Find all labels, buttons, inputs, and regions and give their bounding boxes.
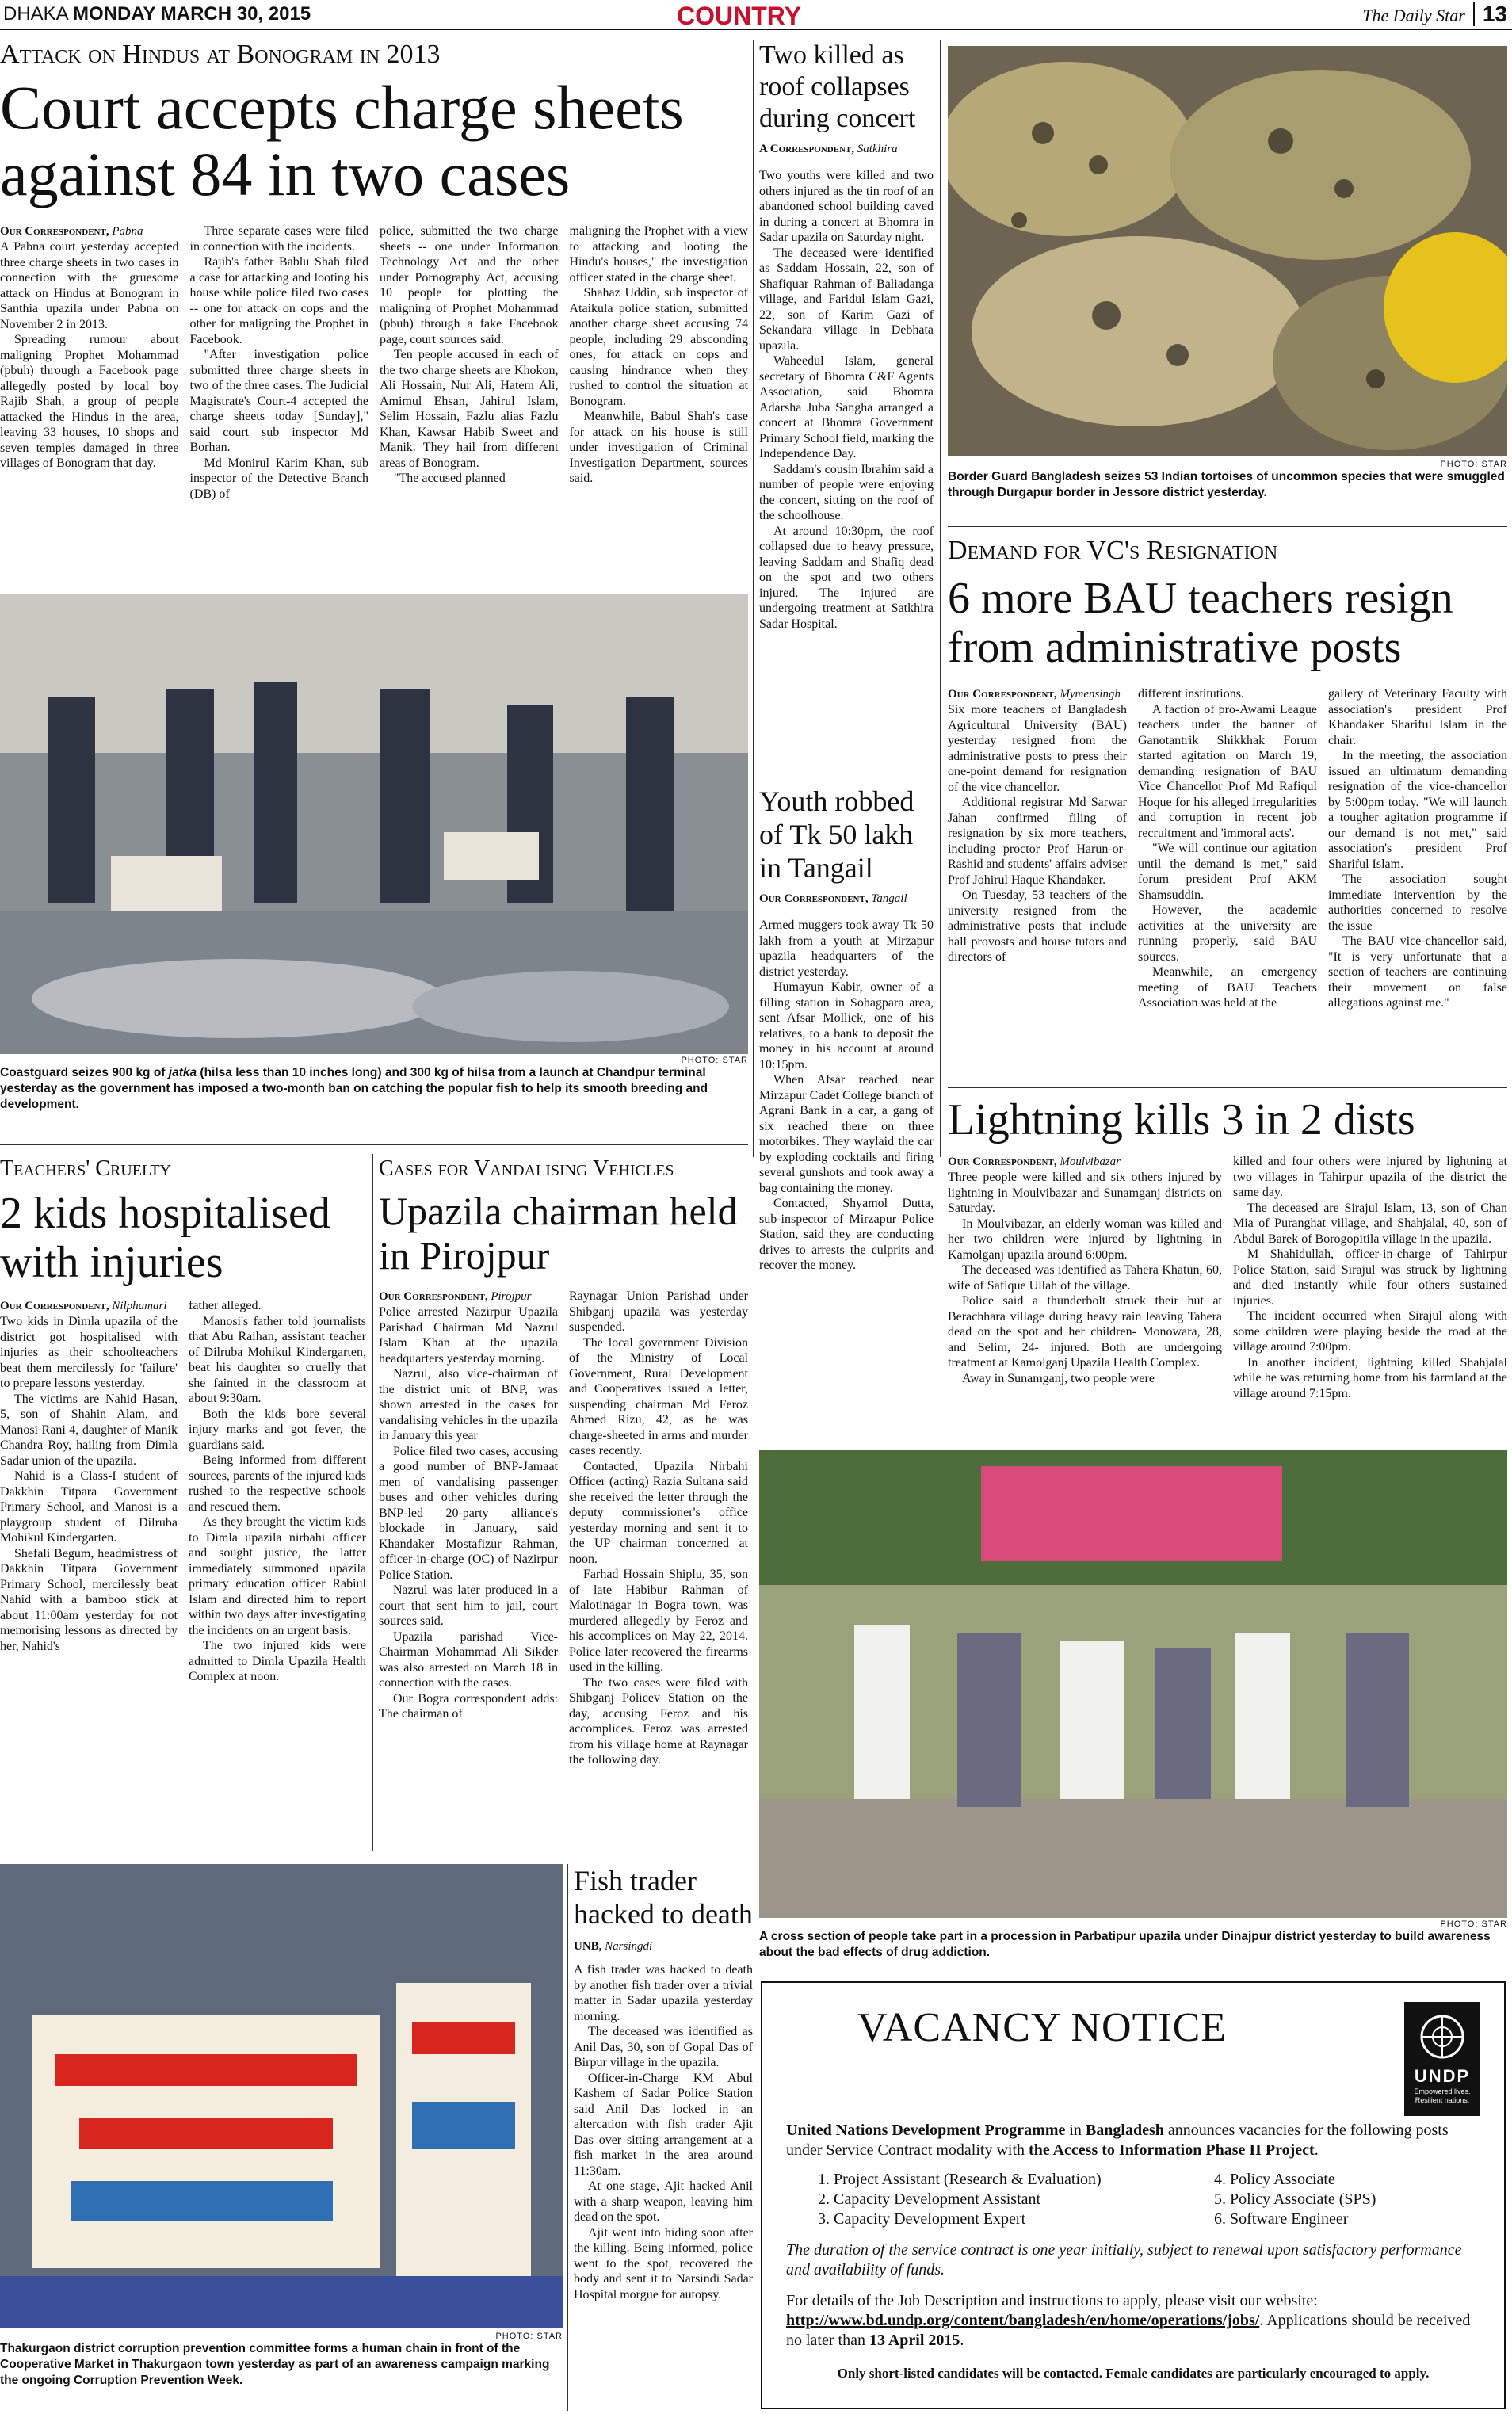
column: A fish trader was hacked to death by another fish trader over a trivial matter in Sadar upazila yesterday morning. The deceased was identified as Anil Das, 30, son of Gopal Das of Birpur village in the upazila. Officer-in-Charge KM Abul Kashem of Sadar Police Station said Anil Das locked in an altercation with fish trader Ajit Das over sitting arrangement at a fish market in the area around 11:30am. At one stage, Ajit hacked Anil with a sharp weapon, leaving him dead on the spot. Ajit went into hiding soon after the killing. Being informed, police went to the spot, recovered the body and sent it to Narsindi Sadar Hospital morgue for autopsy.	[574, 1963, 753, 2301]
column: Armed muggers took away Tk 50 lakh from a youth at Mirzapur upazila headquarters of the district yesterday. Humayun Kabir, owner of a filling station in Sohagpara area, sent Afsar Mollick, one of his relatives, to a bank to deposit the money in his account at around 10:15pm. When Afsar reached near Mirzapur Cadet College branch of Agrani Bank in a car, a gang of six reached there on three motorbikes. They waylaid the car by exploding cocktails and firing several gunshots and took away a bag containing the money. Contacted, Shyamol Dutta, sub-inspector of Mirzapur Police Station, said they are conducting drives to arrests the culprits and recover the money.	[759, 919, 934, 1272]
photo-credit: PHOTO: STAR	[495, 2332, 563, 2341]
photo-caption: A cross section of people take part in a procession in Parbatipur upazila under Dinajpur district yesterday to build awareness about the bad effects of drug addiction.	[759, 1930, 1491, 1959]
procession-photo	[759, 1450, 1507, 1918]
story-roof-collapse	[759, 40, 934, 777]
story-kids-hospitalised	[0, 1154, 366, 1851]
column: Raynagar Union Parishad under Shibganj upazila was yesterday suspended. The local government Division of the Ministry of Local Government, Rural Development and Cooperatives issued a letter, suspending chairman Md Feroz Ahmed Rizu, 42, as he was charge-sheeted in arms and murder cases recently. Contacted, Upazila Nirbahi Officer (acting) Razia Sultana said she received the letter through the deputy commissioner's office yesterday morning and sent it to the UP chairman concerned at noon. Farhad Hossain Shiplu, 35, son of late Habibur Rahman of Malotinagar in Bogra town, was murdered allegedly by Feroz and his accomplices on May 22, 2014. Police later recovered the firearms used in the killing. The two cases were filed with Shibganj Policev Station on the day, accusing Feroz and his accomplices. Feroz was arrested from his village home at Raynagar the following day.	[569, 1289, 748, 1767]
story-fish-trader	[574, 1864, 753, 2411]
photo-caption: Border Guard Bangladesh seizes 53 Indian tortoises of uncommon species that were smuggled through Durgapur border in Jessore district yesterday.	[948, 470, 1505, 499]
page-number: 13	[1473, 2, 1507, 26]
column: gallery of Veterinary Faculty with association's president Prof Khandaker Shariful Islam in the chair. In the meeting, the association issued an ultimatum demanding resignation of the vice-chancellor by 5:00pm today. "We will launch a tougher agitation programme if our demand is not met," said association's president Prof Shariful Islam. The association sought immediate intervention by the authorities concerned to resolve the issue The BAU vice-chancellor said, "It is very unfortunate that a section of teachers are continuing their movement on false allegations against me."	[1328, 687, 1507, 1010]
photo-caption: Coastguard seizes 900 kg of jatka (hilsa less than 10 inches long) and 300 kg of hilsa from a launch at Chandpur terminal yesterday as the government has imposed a two-month ban on catching the popular fish to help its smooth breeding and development.	[0, 1066, 708, 1111]
human-chain-caption-block	[0, 2332, 563, 2411]
masthead: The Daily Star 13	[1362, 2, 1507, 26]
vacancy-footer: Only short-listed candidates will be contacted. Female candidates are particularly encouraged to apply.	[837, 2366, 1430, 2381]
vacancy-title: VACANCY NOTICE	[857, 2005, 1228, 2050]
column: police, submitted the two charge sheets -- one under Information Technology Act and the other under Pornography Act, accusing 10 people for plotting the maligning of Prophet Mohammad (pbuh) through a fake Facebook page, court sources said. Ten people accused in each of the two charge sheets are Khokon, Ali Hossain, Nur Ali, Hatem Ali, Amimul Ehsan, Jahirul Islam, Selim Hossain, Fazlu alias Fazlu Khan, Kawsar Habib Sweet and Manik. They hail from different areas of Bonogram. "The accused planned	[380, 224, 559, 485]
photo-credit: PHOTO: STAR	[1440, 460, 1507, 469]
photo-caption: Thakurgaon district corruption prevention committee forms a human chain in front of the Cooperative Market in Thakurgaon town yesterday as part of an awareness campaign marking the ongoing Corruption Prevention Week.	[0, 2342, 550, 2387]
byline: Our Correspondent, Pabna	[0, 225, 143, 238]
page-header	[0, 0, 1512, 27]
headline: Youth robbed of Tk 50 lakh in Tangail	[759, 785, 914, 884]
headline: Two killed as roof collapses during concert	[759, 40, 916, 133]
vacancy-notice-ad	[761, 1981, 1506, 2409]
tortoise-caption-block	[948, 460, 1507, 521]
byline: Our Correspondent, Tangail	[759, 892, 907, 905]
column: Three separate cases were filed in connection with the incidents. Rajib's father Bablu Shah filed a case for attacking and looting his house while police filed two cases -- one for attack on cops and the other for maligning the Prophet in Facebook. "After investigation police submitted three charge sheets in two of the three cases. The Judicial Magistrate's Court-4 accepted the charge sheets today [Sunday]," said court sub inspector Md Borhan. Md Monirul Karim Khan, sub inspector of the Detective Branch (DB) of	[189, 224, 368, 501]
story-court-charge-sheets	[0, 40, 748, 586]
vacancy-posts: 1. Project Assistant (Research & Evaluation) 2. Capacity Development Assistant 3. Capacity Development Expert 4. Policy Associate 5. Policy Associate (SPS) 6. Software Engineer	[818, 2171, 1376, 2228]
column: Our Correspondent, Pirojpur Police arrested Nazirpur Upazila Parishad Chairman Md Nazrul Islam Khan at the upazila headquarters yesterday morning. Nazrul, also vice-chairman of the district unit of BNP, was shown arrested in the cases for vandalising vehicles in the upazila in January this year Police filed two cases, accusing a good number of BNP-Jamaat men of vandalising passenger buses and other vehicles during BNP-led 20-party alliance's blockade in January, said Khandaker Mostafizur Rahman, officer-in-charge (OC) of Nazirpur Police Station. Nazrul was later produced in a court that sent him to jail, court sources said. Upazila parishad Vice-Chairman Mohammad Ali Sikder was also arrested on March 18 in connection with the cases. Our Bogra correspondent adds: The chairman of	[379, 1290, 558, 1721]
undp-logo: UNDP Empowered lives. Resilient nations.	[1404, 2002, 1480, 2116]
dateline: DHAKA MONDAY MARCH 30, 2015	[3, 3, 311, 25]
column: father alleged. Manosi's father told journalists that Abu Raihan, assistant teacher of Dilruba Mohikul Kindergarten, beat his daughter so cruelly that she fainted in the classroom at about 9:30am. Both the kids bore several injury marks and got fever, the guardians said. Being informed from different sources, parents of the injured kids rushed to the respective schools and rescued them. As they brought the victim kids to Dimla upazila nirbahi officer and sought justice, the latter immediately summoned upazila primary education officer Rabiul Islam and directed him to report within two days after investigating the incidents on an urgent basis. The two injured kids were admitted to Dimla Upazila Health Complex at noon.	[189, 1299, 366, 1683]
hilsa-seizure-photo	[0, 594, 748, 1054]
kicker: Cases for Vandalising Vehicles	[379, 1156, 674, 1181]
vacancy-intro: United Nations Development Programme in Bangladesh announces vacancies for the following posts under Service Contract modality with the Access to Information Phase II Project.	[786, 2122, 1449, 2159]
column: Two youths were killed and two others injured as the tin roof of an abandoned school building caved in during a concert at Bhomra in Sadar upazila on Saturday night. The deceased were identified as Saddam Hossain, 22, son of Shafiquar Rahman of Baliadanga village, and Faridul Islam Gazi, 22, son of Karim Gazi of Sekandara village in Debhata upazila. Waheedul Islam, general secretary of Bhomra C&F Agents Association, said Bhomra Adarsha Juba Sangha arranged a concert at Bhomra Government Primary School field, marking the Independence Day. Saddam's cousin Ibrahim said a number of people were enjoying the concert, sitting on the roof of the schoolhouse. At around 10:30pm, the roof collapsed due to heavy pressure, leaving Saddam and Shafiq dead on the spot and two others injured. The injured are undergoing treatment at Satkhira Sadar Hospital.	[759, 169, 934, 631]
headline: 6 more BAU teachers resign from administrative posts	[948, 574, 1453, 672]
kicker: Attack on Hindus at Bonogram in 2013	[0, 40, 441, 69]
headline: Upazila chairman held in Pirojpur	[379, 1189, 738, 1278]
un-emblem-icon	[1418, 2013, 1466, 2061]
byline: Our Correspondent, Mymensingh	[948, 688, 1121, 701]
vacancy-duration: The duration of the service contract is one year initially, subject to renewal upon satisfactory performance and availability of funds.	[786, 2241, 1462, 2278]
tortoise-photo	[948, 46, 1507, 456]
vacancy-details: For details of the Job Description and instructions to apply, please visit our website: http://www.bd.undp.org/content/bangladesh/en/home/operations/jobs/. Applications should be received no later than 13 April 2015.	[786, 2292, 1471, 2349]
headline: Lightning kills 3 in 2 dists	[948, 1095, 1415, 1144]
column: maligning the Prophet with a view to attacking and looting the Hindu's houses," the investigation officer stated in the charge sheet. Shahaz Uddin, sub inspector of Ataikula police station, submitted another charge sheet accusing 74 people, including 29 absconding ones, for attack on cops and causing hindrance when they rushed to control the situation at Bonogram. Meanwhile, Babul Shah's case for attack on his house is still under investigation of Criminal Investigation Department, sources said.	[569, 224, 748, 485]
column: Our Correspondent, Mymensingh Six more teachers of Bangladesh Agricultural University (BAU) yesterday resigned from the administrative posts to press their one-point demand for resignation of the vice chancellor. Additional registrar Md Sarwar Jahan confirmed filing of resignation by six more teachers, including proctor Prof Harun-or-Rashid and students' affairs adviser Prof Johirul Haque Khandaker. On Tuesday, 53 teachers of the university resigned from the administrative posts that include hall provosts and house tutors and directors of	[948, 688, 1127, 964]
kicker: Demand for VC's Resignation	[948, 536, 1278, 565]
byline: UNB, Narsingdi	[574, 1940, 653, 1953]
story-upazila-chairman	[379, 1154, 748, 1851]
story-lightning	[948, 1095, 1507, 1444]
headline: 2 kids hospitalised with injuries	[0, 1189, 330, 1287]
byline: Our Correspondent, Moulvibazar	[948, 1155, 1121, 1168]
hilsa-caption-block	[0, 1056, 748, 1135]
column: Our Correspondent, Moulvibazar Three people were killed and six others injured by lightning in Moulvibazar and Sunamganj districts on Saturday. In Moulvibazar, an elderly woman was killed and her two children were injured by lightning in Kamolganj upazila around 6:00pm. The deceased was identified as Tahera Khatun, 60, wife of Safique Ullah of the village. Police said a thunderbolt struck their hut at Berachhara village during heavy rain leaving Tahera dead on the spot and her children- Monowara, 28, and Selim, 24- injured. Both are undergoing treatment at Kamolganj Upazila Health Complex. Away in Sunamganj, two people were	[948, 1155, 1222, 1385]
section-title: COUNTRY	[677, 2, 802, 27]
photo-credit: PHOTO: STAR	[681, 1056, 748, 1065]
photo-credit: PHOTO: STAR	[1440, 1919, 1507, 1929]
headline: Fish trader hacked to death	[574, 1865, 753, 1930]
vacancy-url-link[interactable]: http://www.bd.undp.org/content/bangladesh/en/home/operations/jobs/	[786, 2312, 1260, 2329]
column: Our Correspondent, Pabna A Pabna court yesterday accepted three charge sheets in two cases in connection with the gruesome attack on Hindus at Bonogram in Santhia upazila under Pabna on November 2 in 2013. Spreading rumour about maligning Prophet Mohammad (pbuh) through a Facebook page allegedly posted by local boy Rajib Shah, a group of people attacked the Hindus in the area, leaving 33 houses, 10 shops and seven temples damaged in three villages of Bonogram that day.	[0, 225, 179, 470]
byline: Our Correspondent, Nilphamari	[0, 1300, 167, 1312]
kicker: Teachers' Cruelty	[0, 1156, 171, 1181]
procession-caption-block	[759, 1919, 1507, 1973]
headline: Court accepts charge sheets against 84 in two cases	[0, 73, 684, 208]
story-bau-teachers	[948, 536, 1507, 1122]
byline: A Correspondent, Satkhira	[759, 143, 898, 155]
story-youth-robbed	[759, 785, 934, 1442]
column: different institutions. A faction of pro-Awami League teachers under the banner of Ganotantrik Shikkhak Forum started agitation on March 19, demanding resignation of BAU Vice Chancellor Prof Md Rafiqul Hoque for his alleged irregularities and corruption in recent job recruitment and 'immoral acts'. "We will continue our agitation until the demand is met," said forum president Prof AKM Shamsuddin. However, the academic activities at the university are running properly, said BAU sources. Meanwhile, an emergency meeting of BAU Teachers Association was held at the	[1138, 687, 1317, 1010]
human-chain-photo	[0, 1864, 563, 2328]
column: Our Correspondent, Nilphamari Two kids in Dimla upazila of the district got hospitalised with injuries as their schoolteachers beat them mercilessly for 'failure' to prepare lessons yesterday. The victims are Nahid Hasan, 5, son of Shahin Alam, and Manosi Rani 4, daughter of Manik Chandra Roy, hailing from Dimla Sadar union of the upazila. Nahid is a Class-I student of Dakkhin Titpara Government Primary School, and Manosi is a playgroup student of Dilruba Mohikul Kindergarten. Shefali Begum, headmistress of Dakkhin Titpara Government Primary School, mercilessly beat Nahid with a bamboo stick at about 11:00am yesterday for not memorising lessons as directed by her, Nahid's	[0, 1300, 178, 1653]
column: killed and four others were injured by lightning at two villages in Tahirpur upazila of the district the same day. The deceased are Sirajul Islam, 13, son of Chan Mia of Puranghat village, and Shahjalal, 40, son of Abdul Barek of Borogopitila village in the upazila. M Shahidullah, officer-in-charge of Tahirpur Police Station, said Sirajul was struck by lightning and died instantly while four others sustained injuries. The incident occurred when Sirajul along with some children were playing beside the road at the village around 7:00pm. In another incident, lightning killed Shahjalal while he was returning home from his farmland at the village around 7:15pm.	[1233, 1155, 1507, 1400]
byline: Our Correspondent, Pirojpur	[379, 1290, 532, 1303]
